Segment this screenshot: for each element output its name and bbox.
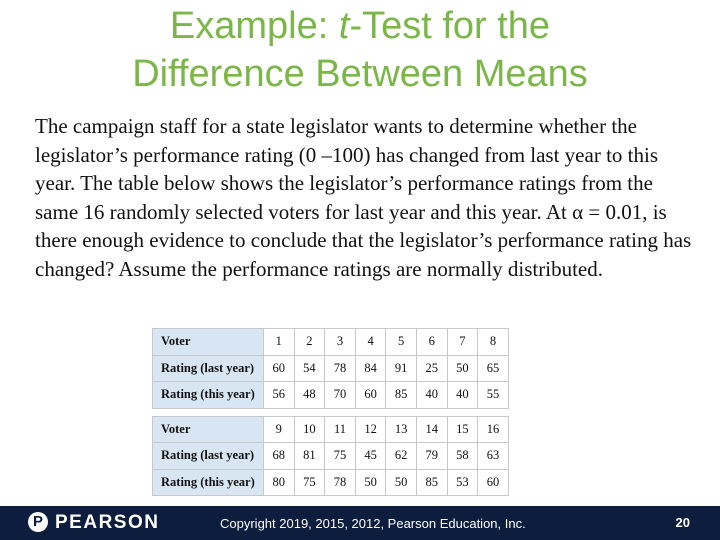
- ratings-table: [152, 328, 509, 496]
- row-header: Rating (this year): [153, 469, 264, 496]
- copyright-notice: Copyright 2019, 2015, 2012, Pearson Education, Inc.: [220, 516, 526, 531]
- table-cell: 50: [386, 469, 417, 496]
- table-cell: 11: [325, 416, 356, 443]
- table-cell: 60: [355, 382, 386, 409]
- rating-last-year-row: [153, 355, 509, 382]
- table-cell: 54: [294, 355, 325, 382]
- table-cell: 9: [264, 416, 295, 443]
- table-cell: 65: [478, 355, 509, 382]
- pearson-logo-icon: P: [28, 512, 48, 532]
- table-gap: [153, 408, 509, 416]
- title-line-2: Difference Between Means: [132, 53, 588, 95]
- table-cell: 60: [478, 469, 509, 496]
- table-cell: 16: [478, 416, 509, 443]
- table-cell: 53: [447, 469, 478, 496]
- table-cell: 70: [325, 382, 356, 409]
- table-cell: 75: [294, 469, 325, 496]
- rating-last-year-row: [153, 443, 509, 470]
- alpha-symbol: α: [572, 199, 584, 224]
- table-cell: 2: [294, 329, 325, 356]
- row-header: Voter: [153, 416, 264, 443]
- table-cell: 63: [478, 443, 509, 470]
- pearson-logo-text: PEARSON: [55, 512, 160, 533]
- table-cell: 10: [294, 416, 325, 443]
- table-cell: 85: [416, 469, 447, 496]
- table-cell: 84: [355, 355, 386, 382]
- table-cell: 62: [386, 443, 417, 470]
- title-italic-t: t: [338, 5, 350, 47]
- table-cell: 48: [294, 382, 325, 409]
- table-cell: 81: [294, 443, 325, 470]
- table-cell: 91: [386, 355, 417, 382]
- voter-row: [153, 416, 509, 443]
- rating-this-year-row: [153, 469, 509, 496]
- problem-statement: The campaign staff for a state legislator wants to determine whether the legislator’s performance rating (0 –100) has changed from last year to this year. The table below shows the legislator’s performance ratings from the same 16 randomly selected voters for last year and this year. At α = 0.01, is there enough evidence to conclude that the legislator’s performance rating has changed? Assume the performance ratings are normally distributed.: [35, 114, 692, 281]
- row-header: Rating (last year): [153, 355, 264, 382]
- table-cell: 13: [386, 416, 417, 443]
- voter-row: [153, 329, 509, 356]
- table-cell: 68: [264, 443, 295, 470]
- table-cell: 79: [416, 443, 447, 470]
- table-cell: 12: [355, 416, 386, 443]
- table-cell: 45: [355, 443, 386, 470]
- slide-title: [0, 2, 720, 98]
- table-cell: 56: [264, 382, 295, 409]
- page-number: 20: [675, 515, 690, 530]
- table-cell: 6: [416, 329, 447, 356]
- table-cell: 15: [447, 416, 478, 443]
- table-cell: 5: [386, 329, 417, 356]
- rating-this-year-row: [153, 382, 509, 409]
- table-cell: 50: [355, 469, 386, 496]
- title-line-1: Example: t-Test for the: [169, 5, 551, 47]
- table-cell: 8: [478, 329, 509, 356]
- row-header: Rating (last year): [153, 443, 264, 470]
- row-header: Voter: [153, 329, 264, 356]
- table-cell: 40: [416, 382, 447, 409]
- table-cell: 55: [478, 382, 509, 409]
- table-cell: 3: [325, 329, 356, 356]
- table-cell: 14: [416, 416, 447, 443]
- table-cell: 40: [447, 382, 478, 409]
- table-cell: 80: [264, 469, 295, 496]
- table-cell: 7: [447, 329, 478, 356]
- table-cell: 58: [447, 443, 478, 470]
- table-cell: 75: [325, 443, 356, 470]
- table-cell: 4: [355, 329, 386, 356]
- table-cell: 1: [264, 329, 295, 356]
- table-cell: 78: [325, 355, 356, 382]
- table-cell: 60: [264, 355, 295, 382]
- table-cell: 25: [416, 355, 447, 382]
- footer-bar: [0, 506, 720, 540]
- table-cell: 85: [386, 382, 417, 409]
- table-cell: 78: [325, 469, 356, 496]
- row-header: Rating (this year): [153, 382, 264, 409]
- table-cell: 50: [447, 355, 478, 382]
